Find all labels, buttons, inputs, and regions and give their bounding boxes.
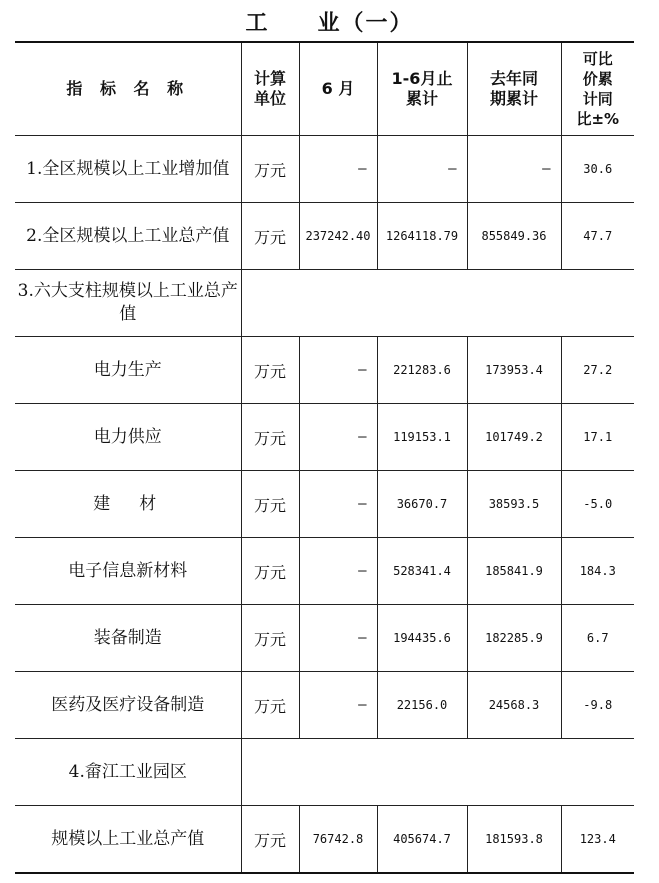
- row-ytd: 194435.6: [377, 605, 467, 672]
- industry-stats-table: [15, 41, 634, 874]
- row-ytd: 221283.6: [377, 337, 467, 404]
- row-pct: 123.4: [561, 806, 634, 874]
- table-row: [15, 471, 634, 538]
- table-row: [15, 605, 634, 672]
- row-last-year: 101749.2: [467, 404, 561, 471]
- table-row: [15, 739, 634, 806]
- row-month: 76742.8: [299, 806, 377, 874]
- row-month: —: [299, 672, 377, 739]
- row-unit: 万元: [241, 605, 299, 672]
- row-unit: 万元: [241, 337, 299, 404]
- row-unit: 万元: [241, 672, 299, 739]
- row-pct: 47.7: [561, 203, 634, 270]
- row-name: 建 材: [15, 471, 241, 538]
- row-ytd: 36670.7: [377, 471, 467, 538]
- row-month: 237242.40: [299, 203, 377, 270]
- row-month: —: [299, 404, 377, 471]
- header-ytd: 1-6月止 累计: [377, 42, 467, 136]
- row-name: 4.畲江工业园区: [15, 739, 241, 806]
- table-row: [15, 538, 634, 605]
- row-ytd: 528341.4: [377, 538, 467, 605]
- row-name: 装备制造: [15, 605, 241, 672]
- row-name: 医药及医疗设备制造: [15, 672, 241, 739]
- row-last-year: 38593.5: [467, 471, 561, 538]
- table-row: [15, 136, 634, 203]
- row-ytd: 405674.7: [377, 806, 467, 874]
- row-last-year: 173953.4: [467, 337, 561, 404]
- row-month: —: [299, 538, 377, 605]
- row-pct: 184.3: [561, 538, 634, 605]
- row-last-year: —: [467, 136, 561, 203]
- row-name: 2.全区规模以上工业总产值: [15, 203, 241, 270]
- row-last-year: 185841.9: [467, 538, 561, 605]
- table-row: [15, 404, 634, 471]
- row-last-year: 855849.36: [467, 203, 561, 270]
- row-ytd: —: [377, 136, 467, 203]
- header-last-year: 去年同 期累计: [467, 42, 561, 136]
- table-row: [15, 672, 634, 739]
- row-last-year: 182285.9: [467, 605, 561, 672]
- table-row: [15, 806, 634, 874]
- header-indicator-name: 指 标 名 称: [15, 42, 241, 136]
- row-name: 1.全区规模以上工业增加值: [15, 136, 241, 203]
- row-pct: 30.6: [561, 136, 634, 203]
- row-pct: 6.7: [561, 605, 634, 672]
- row-last-year: 181593.8: [467, 806, 561, 874]
- table-row: [15, 203, 634, 270]
- header-yoy-pct: 可比 价累 计同 比±%: [561, 42, 634, 136]
- row-pct: -9.8: [561, 672, 634, 739]
- row-name: 规模以上工业总产值: [15, 806, 241, 874]
- row-ytd: 22156.0: [377, 672, 467, 739]
- row-unit: 万元: [241, 136, 299, 203]
- row-unit: 万元: [241, 203, 299, 270]
- row-unit: 万元: [241, 806, 299, 874]
- row-unit: 万元: [241, 471, 299, 538]
- header-month: 6 月: [299, 42, 377, 136]
- row-name: 电力供应: [15, 404, 241, 471]
- row-name: 电子信息新材料: [15, 538, 241, 605]
- row-ytd: 1264118.79: [377, 203, 467, 270]
- table-row: [15, 337, 634, 404]
- row-empty-span: [241, 739, 634, 806]
- row-pct: 27.2: [561, 337, 634, 404]
- row-unit: 万元: [241, 404, 299, 471]
- table-row: [15, 270, 634, 337]
- row-month: —: [299, 136, 377, 203]
- header-unit: 计算 单位: [241, 42, 299, 136]
- row-name: 3.六大支柱规模以上工业总产值: [15, 270, 241, 337]
- row-pct: -5.0: [561, 471, 634, 538]
- row-ytd: 119153.1: [377, 404, 467, 471]
- row-month: —: [299, 605, 377, 672]
- row-pct: 17.1: [561, 404, 634, 471]
- row-last-year: 24568.3: [467, 672, 561, 739]
- row-month: —: [299, 471, 377, 538]
- page-title: 工 业（一）: [245, 11, 414, 36]
- row-empty-span: [241, 270, 634, 337]
- row-name: 电力生产: [15, 337, 241, 404]
- row-month: —: [299, 337, 377, 404]
- row-unit: 万元: [241, 538, 299, 605]
- table-header-row: [15, 42, 634, 136]
